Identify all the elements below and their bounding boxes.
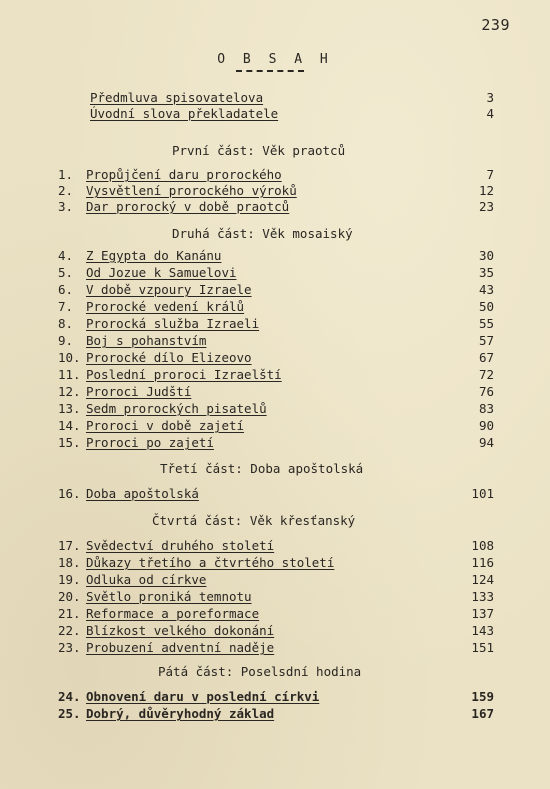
toc-entry-title: Svědectví druhého století <box>86 538 275 553</box>
toc-entry-title: Doba apoštolská <box>86 486 199 501</box>
toc-entry <box>58 555 494 571</box>
toc-entry-title: Reformace a poreformace <box>86 606 260 621</box>
toc-entry-page: 30 <box>478 248 494 263</box>
toc-entry-number: 9. <box>58 333 74 348</box>
toc-entry-title: Důkazy třetího a čtvrtého století <box>86 555 335 570</box>
toc-entry <box>58 282 494 298</box>
toc-entry-page: 4 <box>486 106 494 121</box>
toc-entry <box>58 538 494 554</box>
toc-entry-page: 124 <box>471 572 494 587</box>
toc-entry <box>58 333 494 349</box>
toc-entry-number: 14. <box>58 418 81 433</box>
section-heading-5: Pátá část: Poselsdní hodina <box>158 664 362 679</box>
toc-entry <box>58 486 494 502</box>
toc-entry-page: 167 <box>471 706 494 721</box>
toc-entry-page: 90 <box>478 418 494 433</box>
toc-entry-number: 3. <box>58 199 74 214</box>
toc-entry-page: 67 <box>478 350 494 365</box>
toc-entry-title: Propůjčení daru prorockého <box>86 167 282 182</box>
toc-entry-number: 15. <box>58 435 81 450</box>
toc-entry-number: 13. <box>58 401 81 416</box>
toc-entry-title: Vysvětlení prorockého výroků <box>86 183 297 198</box>
toc-entry <box>58 706 494 722</box>
toc-entry-page: 57 <box>478 333 494 348</box>
toc-entry-title: Světlo proniká temnotu <box>86 589 252 604</box>
toc-entry <box>58 640 494 656</box>
toc-entry-title: V době vzpoury Izraele <box>86 282 252 297</box>
toc-entry <box>58 316 494 332</box>
toc-entry <box>58 299 494 315</box>
toc-entry-number: 11. <box>58 367 81 382</box>
toc-entry-page: 159 <box>471 689 494 704</box>
toc-entry <box>58 435 494 451</box>
toc-entry <box>58 248 494 264</box>
toc-entry <box>58 589 494 605</box>
toc-entry <box>58 606 494 622</box>
toc-entry-title: Úvodní slova překladatele <box>90 106 279 121</box>
toc-entry-translator-intro <box>58 106 494 122</box>
page-number: 239 <box>481 16 510 34</box>
toc-entry-preface <box>58 90 494 106</box>
toc-entry-page: 23 <box>478 199 494 214</box>
toc-entry-number: 4. <box>58 248 74 263</box>
toc-entry-page: 133 <box>471 589 494 604</box>
toc-entry-number: 25. <box>58 706 81 721</box>
toc-entry <box>58 183 494 199</box>
toc-entry <box>58 401 494 417</box>
toc-entry-title: Obnovení daru v poslední církvi <box>86 689 320 704</box>
toc-entry-title: Prorocká služba Izraeli <box>86 316 260 331</box>
toc-entry-title: Probuzení adventní naděje <box>86 640 275 655</box>
toc-entry-number: 12. <box>58 384 81 399</box>
toc-entry-title: Od Jozue k Samuelovi <box>86 265 237 280</box>
toc-entry <box>58 623 494 639</box>
toc-entry-title: Blízkost velkého dokonání <box>86 623 275 638</box>
section-heading-4: Čtvrtá část: Věk křesťanský <box>152 513 356 528</box>
toc-entry-page: 35 <box>478 265 494 280</box>
toc-entry-page: 72 <box>478 367 494 382</box>
toc-entry-page: 101 <box>471 486 494 501</box>
toc-entry-title: Boj s pohanstvím <box>86 333 207 348</box>
toc-entry-title: Proroci v době zajetí <box>86 418 245 433</box>
toc-entry-number: 21. <box>58 606 81 621</box>
toc-entry-number: 19. <box>58 572 81 587</box>
toc-entry-title: Prorocké dílo Elizeovo <box>86 350 252 365</box>
toc-entry-number: 16. <box>58 486 81 501</box>
toc-entry-title: Předmluva spisovatelova <box>90 90 264 105</box>
toc-entry-page: 7 <box>486 167 494 182</box>
toc-entry-number: 2. <box>58 183 74 198</box>
toc-entry-page: 151 <box>471 640 494 655</box>
toc-entry-number: 5. <box>58 265 74 280</box>
toc-entry-page: 76 <box>478 384 494 399</box>
toc-entry-title: Odluka od církve <box>86 572 207 587</box>
heading-underline <box>236 70 304 72</box>
section-heading-2: Druhá část: Věk mosaiský <box>172 226 353 241</box>
toc-entry-number: 24. <box>58 689 81 704</box>
toc-entry <box>58 689 494 705</box>
toc-entry-title: Proroci po zajetí <box>86 435 214 450</box>
toc-entry-number: 10. <box>58 350 81 365</box>
toc-entry <box>58 384 494 400</box>
section-heading-3: Třetí část: Doba apoštolská <box>160 461 364 476</box>
toc-entry-number: 23. <box>58 640 81 655</box>
toc-entry <box>58 367 494 383</box>
toc-entry <box>58 418 494 434</box>
toc-entry-number: 8. <box>58 316 74 331</box>
section-heading-1: První část: Věk praotců <box>172 143 346 158</box>
toc-entry-title: Dar prorocký v době praotců <box>86 199 290 214</box>
toc-entry-title: Proroci Judští <box>86 384 192 399</box>
toc-entry <box>58 572 494 588</box>
toc-entry-page: 137 <box>471 606 494 621</box>
toc-entry-title: Z Egypta do Kanánu <box>86 248 222 263</box>
toc-entry <box>58 265 494 281</box>
toc-entry-page: 43 <box>478 282 494 297</box>
toc-entry-page: 143 <box>471 623 494 638</box>
toc-entry-title: Sedm prorockých pisatelů <box>86 401 267 416</box>
toc-entry-page: 50 <box>478 299 494 314</box>
toc-entry-title: Dobrý, důvěryhodný základ <box>86 706 275 721</box>
toc-entry <box>58 350 494 366</box>
toc-entry-number: 1. <box>58 167 74 182</box>
toc-entry-page: 12 <box>478 183 494 198</box>
toc-entry-page: 83 <box>478 401 494 416</box>
toc-entry-number: 20. <box>58 589 81 604</box>
toc-entry-number: 6. <box>58 282 74 297</box>
toc-entry-number: 17. <box>58 538 81 553</box>
toc-entry-number: 18. <box>58 555 81 570</box>
toc-entry-page: 3 <box>486 90 494 105</box>
toc-entry-number: 7. <box>58 299 74 314</box>
contents-heading: O B S A H <box>217 52 333 67</box>
toc-entry-page: 55 <box>478 316 494 331</box>
toc-entry-page: 108 <box>471 538 494 553</box>
toc-entry-number: 22. <box>58 623 81 638</box>
toc-entry <box>58 199 494 215</box>
toc-entry-title: Prorocké vedení králů <box>86 299 245 314</box>
toc-entry-page: 116 <box>471 555 494 570</box>
toc-entry <box>58 167 494 183</box>
toc-entry-title: Poslední proroci Izraelští <box>86 367 282 382</box>
toc-entry-page: 94 <box>478 435 494 450</box>
